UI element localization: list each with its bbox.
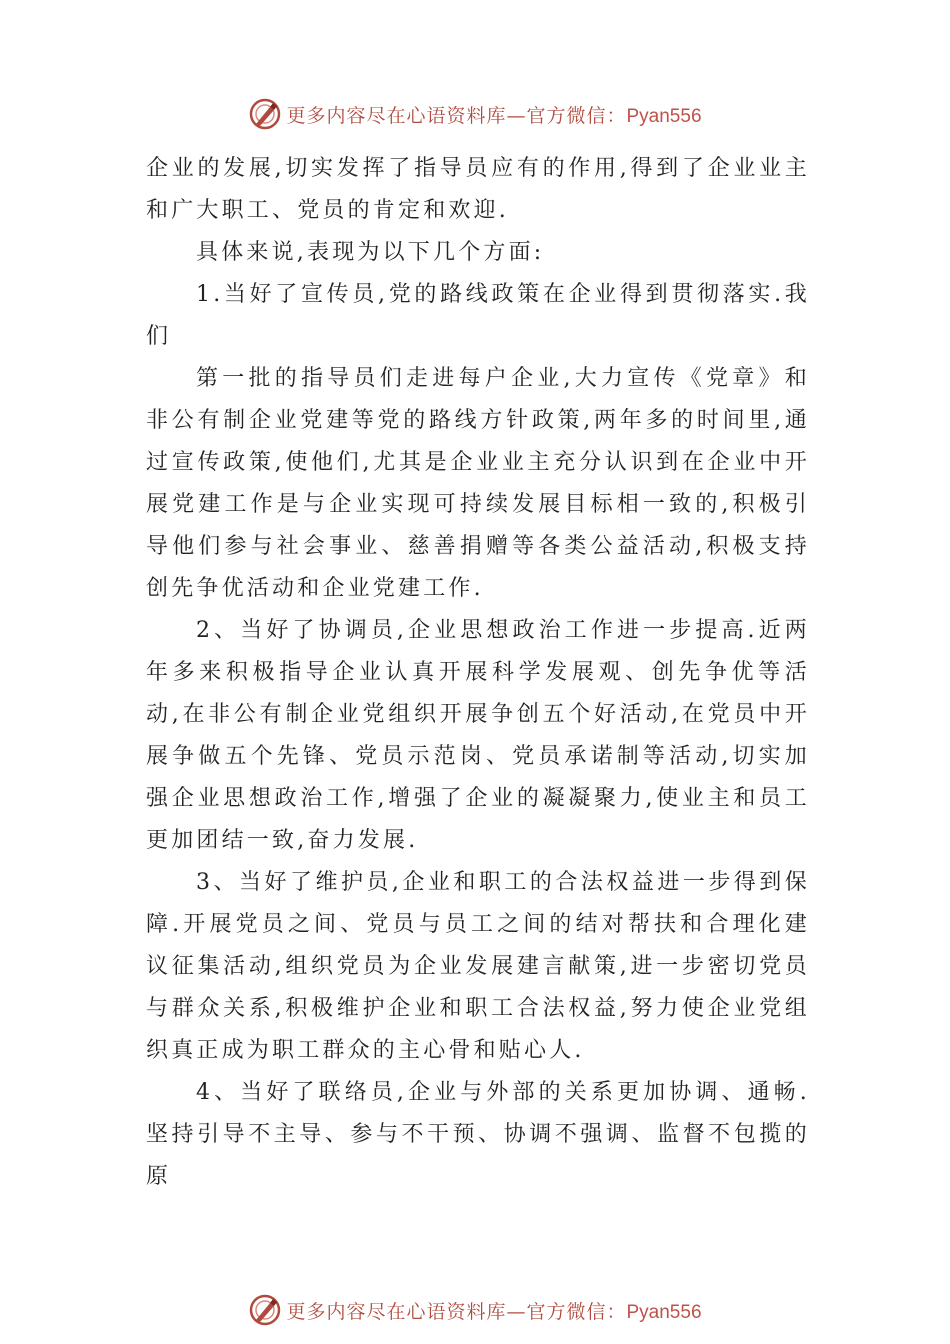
- paragraph-2: 具体来说,表现为以下几个方面:: [196, 240, 545, 265]
- paragraph-4: 第一批的指导员们走进每户企业,大力宣传《党章》和非公有制企业党建等党的路线方针政策,两年多的时间里,通过宣传政策,使他们,尤其是企业业主充分认识到在企业中开展党建工作是与企业实现可持续发展目标相一致的,积极引导他们参与社会事业、慈善捐赠等各类公益活动,积极支持创先争优活动和企业党建工作.: [146, 366, 810, 601]
- paragraph-6: 3、当好了维护员,企业和职工的合法权益进一步得到保障.开展党员之间、党员与员工之间的结对帮扶和合理化建议征集活动,组织党员为企业发展建言献策,进一步密切党员与群众关系,积极维护企业和职工合法权益,努力使企业党组织真正成为职工群众的主心骨和贴心人.: [146, 870, 810, 1063]
- footer-wechat-handle: Pyan556: [626, 1301, 702, 1323]
- pen-logo-icon: [248, 97, 282, 131]
- paragraph-5: 2、当好了协调员,企业思想政治工作进一步提高.近两年多来积极指导企业认真开展科学发展观、创先争优等活动,在非公有制企业党组织开展争创五个好活动,在党员中开展争做五个先锋、党员示范岗、党员承诺制等活动,切实加强企业思想政治工作,增强了企业的凝凝聚力,使业主和员工更加团结一致,奋力发展.: [146, 618, 810, 853]
- header-wechat-handle: Pyan556: [626, 105, 702, 127]
- header-banner-label: 更多内容尽在心语资料库—官方微信：: [286, 104, 627, 127]
- footer-banner-label: 更多内容尽在心语资料库—官方微信：: [286, 1300, 627, 1323]
- document-body: [146, 148, 810, 1198]
- footer-banner-text: [286, 1297, 701, 1324]
- header-banner: [0, 94, 950, 134]
- paragraph-1: 企业的发展,切实发挥了指导员应有的作用,得到了企业业主和广大职工、党员的肯定和欢迎.: [146, 156, 810, 223]
- paragraph-7: 4、当好了联络员,企业与外部的关系更加协调、通畅.坚持引导不主导、参与不干预、协调不强调、监督不包揽的原: [146, 1080, 810, 1189]
- header-banner-text: [286, 101, 701, 128]
- paragraph-3: 1.当好了宣传员,党的路线政策在企业得到贯彻落实.我们: [146, 282, 810, 349]
- footer-banner: [0, 1290, 950, 1330]
- pen-logo-icon: [248, 1293, 282, 1327]
